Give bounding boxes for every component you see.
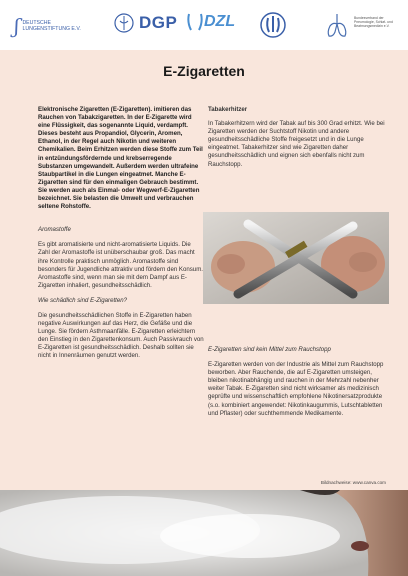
bdp-logo <box>258 10 288 40</box>
aroma-paragraph: Es gibt aromatisierte und nicht-aromatisierte Liquids. Die Zahl der Aromastoffe ist unüberschaubar groß. Das macht ihre Kontrolle praktisch unmöglich. Aromastoffe sind besonders für Jugendliche attraktiv und fördern den Konsum. Aromastoffe sind, wenn man sie mit dem Dampf aus E-Zigaretten inhaliert, gesundheitsschädlich. <box>38 241 203 289</box>
deutsche-lungenstiftung-logo <box>14 14 81 38</box>
vapor-exhale-photo <box>0 490 408 576</box>
logo-bar <box>0 0 408 50</box>
image-credit: Bildnachweise: www.canva.com <box>320 480 386 485</box>
lungs-icon <box>322 10 352 40</box>
right-column <box>208 106 386 176</box>
dgp-logo <box>112 12 177 34</box>
dgp-text: DGP <box>139 13 178 32</box>
lungenstiftung-mark-icon: ʃ <box>14 14 20 38</box>
left-column <box>38 106 204 368</box>
dzl-mark-icon <box>186 12 204 32</box>
heater-heading: Tabakerhitzer <box>208 106 248 113</box>
intro-paragraph: Elektronische Zigaretten (E-Zigaretten). imitieren das Rauchen von Tabakzigaretten. In der E-Zigarette wird eine Flüssigkeit, das sogenannte Liquid, verdampft. Dieses besteht aus Propandiol, Glycerin, Aromen, Ethanol, in der Regel auch Nikotin und weiteren Chemikalien. Beim Erhitzen werden diese Stoffe zum Teil in entzündungsfördernde und krebserregende Substanzen umgewandelt. Außerdem werden ultrafeine Staubpartikel in die Lungen eingeatmet. Manche E-Zigaretten sind für den einmaligen Gebrauch bestimmt. Sie werden auch als Einmal- oder Wegwerf-E-Zigaretten bezeichnet. Sie belasten die Umwelt und verbrauchen seltene Rohstoffe. <box>38 106 203 211</box>
lungenstiftung-text-2: LUNGENSTIFTUNG E.V. <box>22 26 81 32</box>
heater-paragraph: In Tabakerhitzern wird der Tabak auf bis 300 Grad erhitzt. Wie bei Zigaretten werden der Suchtstoff Nikotin und andere gesundheitsschädliche Stoffe freigesetzt und in die Lunge eingeatmet. Tabakerhitzer sind wie Zigaretten daher gesundheitsschädlich und eignen sich ebenfalls nicht zum Rauchstopp. <box>208 120 385 168</box>
dzl-text: DZL <box>204 13 236 30</box>
bdp-emblem-icon <box>258 10 288 40</box>
verband-text: Bundesverband der Pneumologie, Schlaf- und Beatmungsmedizin e.V. <box>354 16 393 29</box>
dgp-circle-icon <box>112 12 136 34</box>
page-title: E-Zigaretten <box>163 63 245 79</box>
aroma-heading: Aromastoffe <box>38 226 71 234</box>
crossed-ecigarettes-photo <box>203 212 389 304</box>
lungenstiftung-text-1: DEUTSCHE <box>22 20 51 26</box>
right-column-lower <box>208 346 386 425</box>
lungs-logo <box>322 10 352 40</box>
stop-paragraph: E-Zigaretten werden von der Industrie als Mittel zum Rauchstopp beworben. Aber Rauchende, die auf E-Zigaretten umsteigen, bleiben nikotinabhängig und rauchen in der Mehrzahl nebenher weiter Tabak. E-Zigaretten sind nicht wirksamer als medizinisch geprüfte und wissenschaftlich empfohlene Nikotinersatzprodukte (s.o. kombiniert angewendet: Nikotinkaugummis, Lutschtabletten und Pflaster) oder suchthemmende Medikamente. <box>208 361 384 417</box>
harm-paragraph: Die gesundheitsschädlichen Stoffe in E-Zigaretten haben negative Auswirkungen auf das Herz, die Gefäße und die Lunge. Sie fördern Asthmaanfälle. E-Zigaretten erleichtern den Einstieg in den Zigarettenkonsum. Auch Passivrauch von E-Zigaretten ist gesundheitsschädlich. Deshalb sollten sie nicht in Innenräumen genutzt werden. <box>38 311 204 360</box>
harm-heading: Wie schädlich sind E-Zigaretten? <box>38 296 128 304</box>
title-band <box>0 50 408 92</box>
dzl-logo <box>186 12 235 32</box>
stop-heading: E-Zigaretten sind kein Mittel zum Rauchstopp <box>208 346 331 353</box>
